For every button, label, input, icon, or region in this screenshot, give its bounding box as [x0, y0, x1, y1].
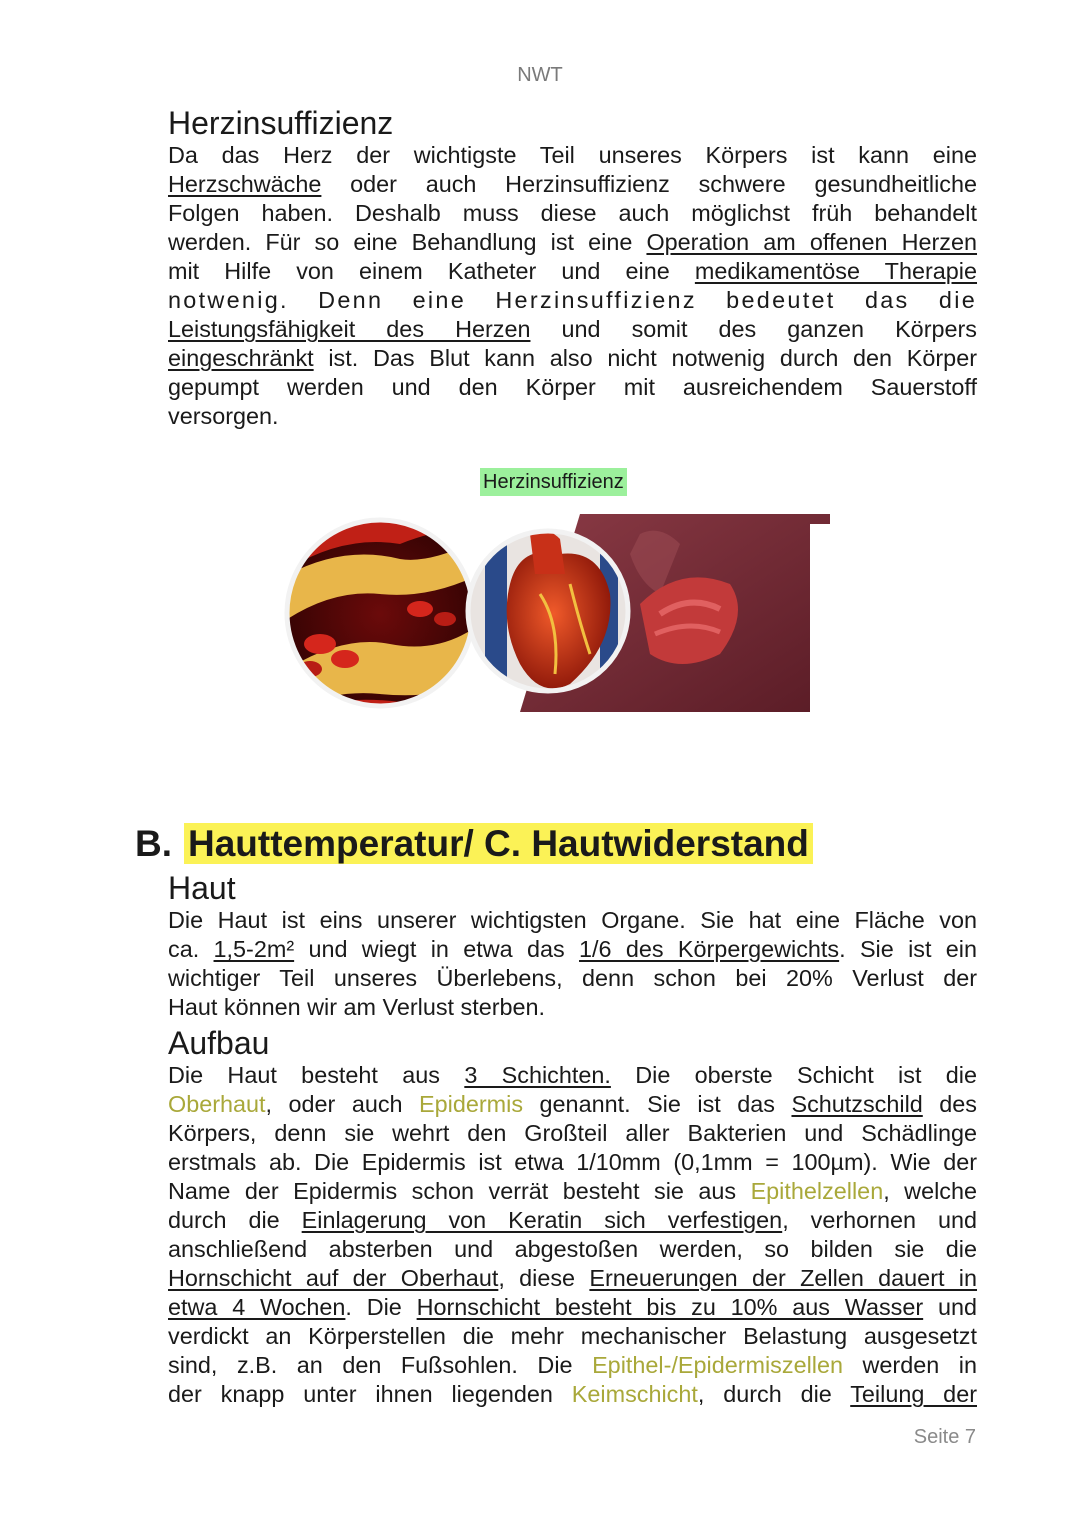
text-line: werden. Für so eine Behandlung ist eine Operation am offenen Herzen	[168, 229, 978, 255]
section-herzinsuffizienz	[168, 105, 977, 431]
text-line: etwa 4 Wochen. Die Hornschicht besteht bis zu 10% aus Wasser und	[168, 1294, 977, 1320]
text-line: Die Haut besteht aus 3 Schichten. Die oberste Schicht ist die	[168, 1062, 978, 1088]
text-line: Körpers, denn sie wehrt den Großteil aller Bakterien und Schädlinge	[168, 1120, 977, 1146]
text-line: Herzschwäche oder auch Herzinsuffizienz schwere gesundheitliche	[168, 171, 977, 197]
text-line: Die Haut ist eins unserer wichtigsten Organe. Sie hat eine Fläche von	[168, 907, 977, 933]
section-haut	[168, 870, 977, 1022]
term-highlight: Oberhaut	[168, 1091, 266, 1117]
section-letter: B.	[135, 823, 172, 864]
term-highlight: Keimschicht	[571, 1381, 698, 1407]
section-b-title: Hauttemperatur/ C. Hautwiderstand	[184, 823, 813, 864]
page-number: Seite 7	[913, 1426, 976, 1448]
section-title-aufbau: Aufbau	[168, 1025, 270, 1061]
text-line: verdickt an Körperstellen die mehr mechanischer Belastung ausgesetzt	[168, 1323, 977, 1349]
text-line: durch die Einlagerung von Keratin sich verfestigen, verhornen und	[168, 1207, 977, 1233]
text-line: sind, z.B. an den Fußsohlen. Die Epithel-/Epidermiszellen werden in	[168, 1352, 977, 1378]
text-line: anschließend absterben und abgestoßen werden, so bilden sie die	[168, 1236, 977, 1262]
term-highlight: Epidermis	[419, 1091, 524, 1117]
text-line: versorgen.	[168, 403, 279, 429]
text-line: ca. 1,5-2m² und wiegt in etwa das 1/6 des Körpergewichts. Sie ist ein	[168, 936, 978, 962]
section-title-herzinsuffizienz: Herzinsuffizienz	[168, 105, 394, 141]
text-line: Hornschicht auf der Oberhaut, diese Erneuerungen der Zellen dauert in	[168, 1265, 978, 1291]
section-title-haut: Haut	[168, 870, 236, 906]
text-line: Da das Herz der wichtigste Teil unseres Körpers ist kann eine	[168, 142, 977, 168]
text-line: Haut können wir am Verlust sterben.	[168, 994, 546, 1020]
text-line: der knapp unter ihnen liegenden Keimschicht, durch die Teilung der	[168, 1381, 977, 1407]
text-line: Leistungsfähigkeit des Herzen und somit des ganzen Körpers	[168, 316, 977, 342]
figure-caption: Herzinsuffizienz	[480, 468, 627, 496]
artery-plaque-circle	[280, 514, 480, 712]
text-line: Folgen haben. Deshalb muss diese auch möglichst früh behandelt	[168, 200, 977, 226]
page-header-subject: NWT	[517, 64, 563, 86]
text-line: erstmals ab. Die Epidermis ist etwa 1/10mm (0,1mm = 100µm). Wie der	[168, 1149, 977, 1175]
text-line: Oberhaut, oder auch Epidermis genannt. Sie ist das Schutzschild des	[168, 1091, 977, 1117]
text-line: Name der Epidermis schon verrät besteht sie aus Epithelzellen, welche	[168, 1178, 977, 1204]
heart-failure-illustration	[280, 514, 830, 712]
term-highlight: Epithel-/Epidermiszellen	[592, 1352, 843, 1378]
section-aufbau	[168, 1025, 977, 1409]
term-highlight: Epithelzellen	[750, 1178, 884, 1204]
text-line: gepumpt werden und den Körper mit ausreichendem Sauerstoff	[168, 374, 977, 400]
text-line: mit Hilfe von einem Katheter und eine medikamentöse Therapie	[168, 258, 978, 284]
text-line: eingeschränkt ist. Das Blut kann also nicht notwenig durch den Körper	[168, 345, 977, 371]
text-line: notwenig. Denn eine Herzinsuffizienz bedeutet das die	[168, 287, 977, 313]
section-b-heading	[135, 822, 813, 866]
text-line: wichtiger Teil unseres Überlebens, denn schon bei 20% Verlust der	[168, 965, 977, 991]
